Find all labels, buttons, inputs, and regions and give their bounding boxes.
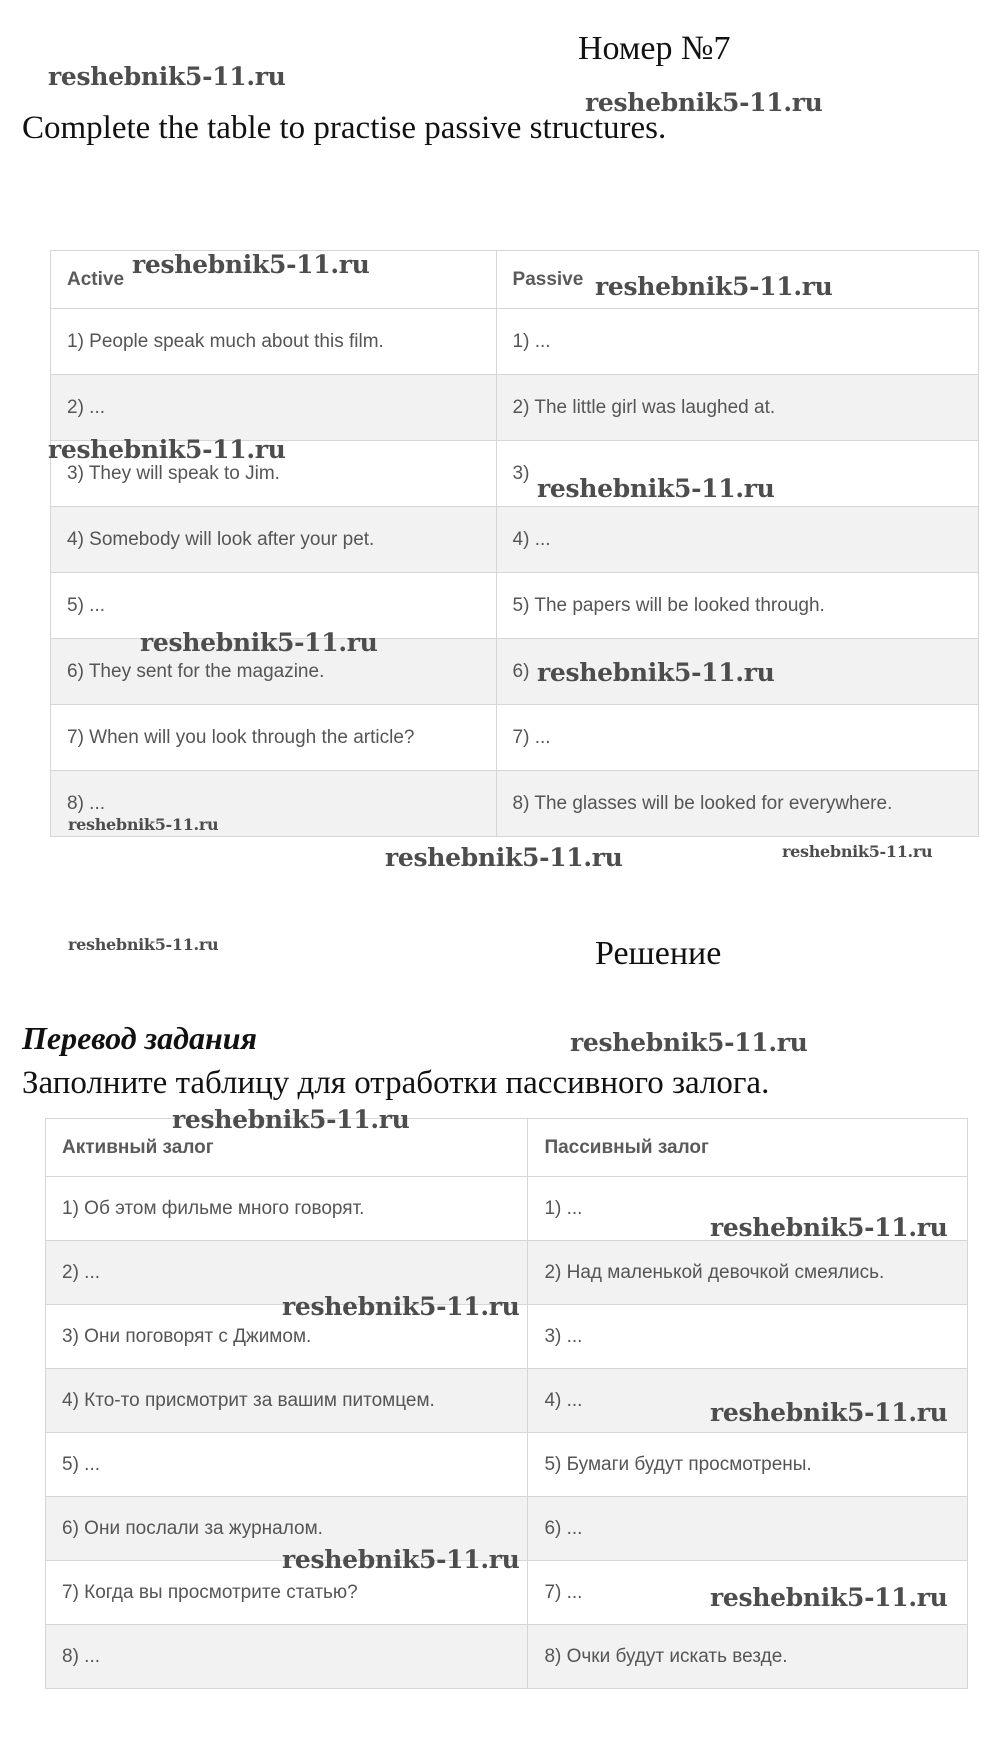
watermark: reshebnik5-11.ru	[385, 843, 623, 872]
table-row	[51, 507, 979, 573]
cell-passive: 8) The glasses will be looked for everywhere.	[496, 771, 978, 837]
cell-passive: 4) ...	[496, 507, 978, 573]
cell-active: 7) When will you look through the article?	[51, 705, 497, 771]
cell-passive: 7) ...	[496, 705, 978, 771]
cell-passive: 3) ...	[528, 1305, 968, 1369]
cell-passive: 1) ...	[528, 1177, 968, 1241]
table-row	[51, 309, 979, 375]
cell-passive: 4) ...	[528, 1369, 968, 1433]
watermark: reshebnik5-11.ru	[710, 1583, 948, 1612]
translation-table	[45, 1118, 968, 1689]
cell-active: 2) ...	[46, 1241, 528, 1305]
column-header-passive: Passive	[496, 251, 978, 309]
cell-active: 1) Об этом фильме много говорят.	[46, 1177, 528, 1241]
table-row	[51, 705, 979, 771]
watermark: reshebnik5-11.ru	[537, 474, 775, 503]
solution-title: Решение	[595, 935, 722, 972]
column-header-active-ru: Активный залог	[46, 1119, 528, 1177]
watermark: reshebnik5-11.ru	[282, 1545, 520, 1574]
cell-passive: 1) ...	[496, 309, 978, 375]
cell-active: 6) Они послали за журналом.	[46, 1497, 528, 1561]
cell-active: 8) ...	[46, 1625, 528, 1689]
watermark: reshebnik5-11.ru	[710, 1398, 948, 1427]
cell-active: 3) They will speak to Jim.	[51, 441, 497, 507]
cell-passive: 8) Очки будут искать везде.	[528, 1625, 968, 1689]
table-row	[46, 1305, 968, 1369]
cell-passive: 3)	[496, 441, 978, 507]
cell-active: 7) Когда вы просмотрите статью?	[46, 1561, 528, 1625]
exercise-number: Номер №7	[578, 30, 731, 67]
cell-passive: 6) ...	[528, 1497, 968, 1561]
table-row	[51, 771, 979, 837]
column-header-active: Active	[51, 251, 497, 309]
watermark: reshebnik5-11.ru	[282, 1292, 520, 1321]
watermark: reshebnik5-11.ru	[710, 1213, 948, 1242]
cell-active: 2) ...	[51, 375, 497, 441]
table-row	[46, 1177, 968, 1241]
watermark: reshebnik5-11.ru	[48, 435, 286, 464]
table-row	[46, 1561, 968, 1625]
cell-active: 5) ...	[51, 573, 497, 639]
cell-passive: 2) Над маленькой девочкой смеялись.	[528, 1241, 968, 1305]
exercise-instruction: Complete the table to practise passive structures.	[22, 110, 667, 146]
watermark: reshebnik5-11.ru	[585, 88, 823, 117]
table-row	[51, 573, 979, 639]
watermark: reshebnik5-11.ru	[782, 842, 933, 861]
watermark: reshebnik5-11.ru	[537, 658, 775, 687]
cell-active: 4) Кто-то присмотрит за вашим питомцем.	[46, 1369, 528, 1433]
watermark: reshebnik5-11.ru	[140, 628, 378, 657]
watermark: reshebnik5-11.ru	[172, 1105, 410, 1134]
watermark: reshebnik5-11.ru	[595, 272, 833, 301]
cell-passive: 7) ...	[528, 1561, 968, 1625]
translation-text: Заполните таблицу для отработки пассивного залога.	[22, 1065, 770, 1101]
watermark: reshebnik5-11.ru	[48, 62, 286, 91]
cell-active: 8) ...	[51, 771, 497, 837]
cell-passive: 2) The little girl was laughed at.	[496, 375, 978, 441]
cell-active: 4) Somebody will look after your pet.	[51, 507, 497, 573]
table-row	[46, 1497, 968, 1561]
cell-active: 3) Они поговорят с Джимом.	[46, 1305, 528, 1369]
table-row	[46, 1241, 968, 1305]
cell-passive: 5) Бумаги будут просмотрены.	[528, 1433, 968, 1497]
table-row	[51, 441, 979, 507]
table-row	[46, 1369, 968, 1433]
cell-active: 5) ...	[46, 1433, 528, 1497]
table-row	[51, 639, 979, 705]
cell-active: 1) People speak much about this film.	[51, 309, 497, 375]
watermark: reshebnik5-11.ru	[570, 1028, 808, 1057]
column-header-passive-ru: Пассивный залог	[528, 1119, 968, 1177]
task-table	[50, 250, 979, 837]
watermark: reshebnik5-11.ru	[68, 935, 219, 954]
cell-passive: 5) The papers will be looked through.	[496, 573, 978, 639]
table-row	[46, 1433, 968, 1497]
translation-heading: Перевод задания	[22, 1020, 258, 1056]
cell-active: 6) They sent for the magazine.	[51, 639, 497, 705]
table-row	[51, 375, 979, 441]
watermark: reshebnik5-11.ru	[68, 815, 219, 834]
cell-passive: 6)	[496, 639, 978, 705]
table-row	[46, 1625, 968, 1689]
watermark: reshebnik5-11.ru	[132, 250, 370, 279]
